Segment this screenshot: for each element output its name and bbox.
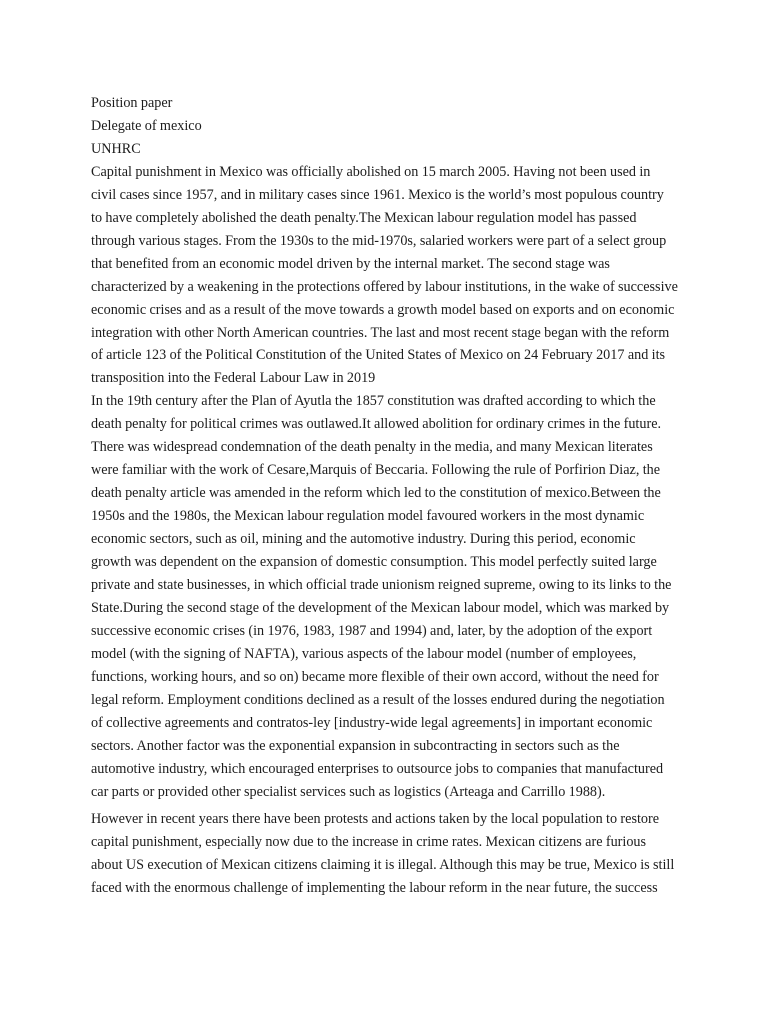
paragraph-3: However in recent years there have been protests and actions taken by the local population to restore capital punishment, especially now due to the increase in crime rates. Mexican citizens are furious about US execution of Mexican citizens claiming it is illegal. Although this may be true, Mexico is still faced with the enormous challenge of implementing the labour reform in the near future, the success — [91, 811, 675, 896]
document-body-top — [91, 92, 678, 804]
paragraph-2: In the 19th century after the Plan of Ayutla the 1857 constitution was drafted according to which the death penalty for political crimes was outlawed.It allowed abolition for ordinary crimes in the future. There was widespread condemnation of the death penalty in the media, and many Mexican literates were familiar with the work of Cesare,Marquis of Beccaria. Following the rule of Porfirion Diaz, the death penalty article was amended in the reform which led to the constitution of mexico.Between the 1950s and the 1980s, the Mexican labour regulation model favoured workers in the most dynamic economic sectors, such as oil, mining and the automotive industry. During this period, economic growth was dependent on the expansion of domestic consumption. This model perfectly suited large private and state businesses, in which official trade unionism reigned supreme, owing to its links to the State.During the second stage of the development of the Mexican labour model, which was marked by successive economic crises (in 1976, 1983, 1987 and 1994) and, later, by the adoption of the export model (with the signing of NAFTA), various aspects of the labour model (number of employees, functions, working hours, and so on) became more flexible of their own accord, without the need for legal reform. Employment conditions declined as a result of the losses endured during the negotiation of collective agreements and contratos-ley [industry-wide legal agreements] in important economic sectors. Another factor was the exponential expansion in subcontracting in sectors such as the automotive industry, which encouraged enterprises to outsource jobs to companies that manufactured car parts or provided other specialist services such as logistics (Arteaga and Carrillo 1988). — [91, 393, 672, 800]
header-delegate: Delegate of mexico — [91, 117, 202, 134]
header-committee: UNHRC — [91, 140, 141, 157]
header-title: Position paper — [91, 95, 173, 111]
paragraph-1: Capital punishment in Mexico was officially abolished on 15 march 2005. Having not been used in civil cases since 1957, and in military cases since 1961. Mexico is the world’s most populous country to have completely abolished the death penalty.The Mexican labour regulation model has passed through various stages. From the 1930s to the mid-1970s, salaried workers were part of a select group that benefited from an economic model driven by the internal market. The second stage was characterized by a weakening in the protections offered by labour institutions, in the wake of successive economic crises and as a result of the move towards a growth model based on exports and on economic integration with other North American countries. The last and most recent stage began with the reform of article 123 of the Political Constitution of the United States of Mexico on 24 February 2017 and its transposition into the Federal Labour Law in 2019 — [91, 163, 678, 387]
document-body-bottom — [91, 808, 678, 900]
